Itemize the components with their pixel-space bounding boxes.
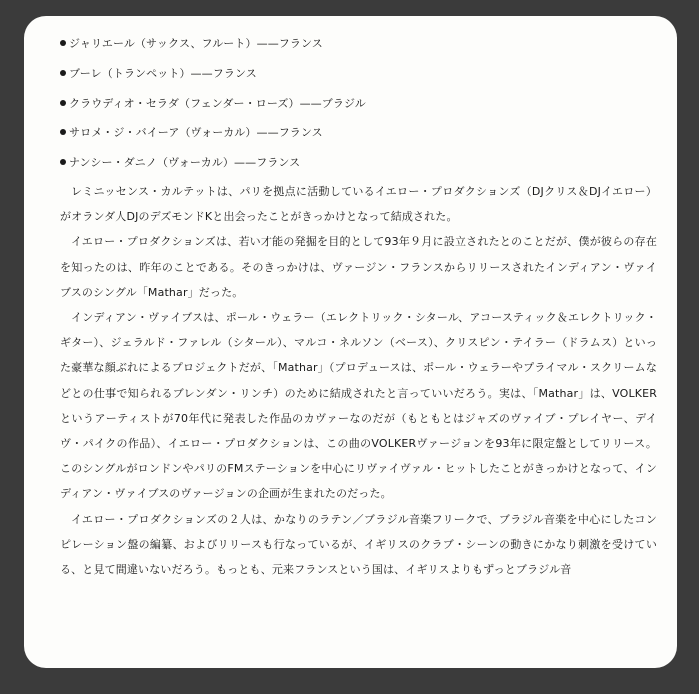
member-text: ジャリエール（サックス、フルート）——フランス <box>69 37 323 50</box>
bullet-icon <box>60 100 66 106</box>
member-text: サロメ・ジ・バイーア（ヴォーカル）——フランス <box>69 126 323 140</box>
paragraph: レミニッセンス・カルテットは、パリを拠点に活動しているイエロー・プロダクションズ（DJクリス＆DJイエロー）がオランダ人DJのデズモンドKと出会ったことがきっかけとなって結成された。 <box>60 184 657 224</box>
bullet-icon <box>60 129 66 135</box>
member-list <box>60 36 657 170</box>
member-item <box>60 125 657 140</box>
paragraph: イエロー・プロダクションズの２人は、かなりのラテン／ブラジル音楽フリークで、ブラジル音楽を中心にしたコンピレーション盤の編纂、およびリリースも行なっているが、イギリスのクラブ・シーンの動きにかなり刺激を受けている、と見て間違いないだろう。もっとも、元来フランスという国は、イギリスよりもずっとブラジル音 <box>60 512 657 577</box>
article-body <box>60 179 657 582</box>
member-text: クラウディオ・セラダ（フェンダー・ローズ）——ブラジル <box>69 96 366 110</box>
bullet-icon <box>60 40 66 46</box>
bullet-icon <box>60 159 66 165</box>
bullet-icon <box>60 70 66 76</box>
member-text: ブーレ（トランペット）——フランス <box>69 66 257 80</box>
member-item <box>60 36 657 51</box>
page-card <box>24 16 677 668</box>
paragraph: イエロー・プロダクションズは、若い才能の発掘を目的として93年９月に設立されたとのことだが、僕が彼らの存在を知ったのは、昨年のことである。そのきっかけは、ヴァージン・フランスからリリースされたインディアン・ヴァイブスのシングル「Mathar」だった。 <box>60 235 657 299</box>
member-text: ナンシー・ダニノ（ヴォーカル）——フランス <box>69 156 301 170</box>
member-item <box>60 66 657 81</box>
member-item <box>60 96 657 111</box>
member-item <box>60 155 657 170</box>
paragraph: インディアン・ヴァイブスは、ポール・ウェラー（エレクトリック・シタール、アコースティック＆エレクトリック・ギター）、ジェラルド・ファレル（シタール）、マルコ・ネルソン（ベース）、クリスピン・テイラー（ドラムス）といった豪華な顔ぶれによるプロジェクトだが、「Mathar」（プロデュースは、ポール・ウェラーやプライマル・スクリームなどとの仕事で知られるブレンダン・リンチ）のために結成されたと言っていいだろう。実は、「Mathar」は、VOLKERというアーティストが70年代に発表した作品のカヴァーなのだが（もともとはジャズのヴァイブ・プレイヤー、デイヴ・パイクの作品）、イエロー・プロダクションは、この曲のVOLKERヴァージョンを93年に限定盤としてリリース。このシングルがロンドンやパリのFMステーションを中心にリヴァイヴァル・ヒットしたことがきっかけとなって、インディアン・ヴァイブスのヴァージョンの企画が生まれたのだった。 <box>60 311 657 501</box>
